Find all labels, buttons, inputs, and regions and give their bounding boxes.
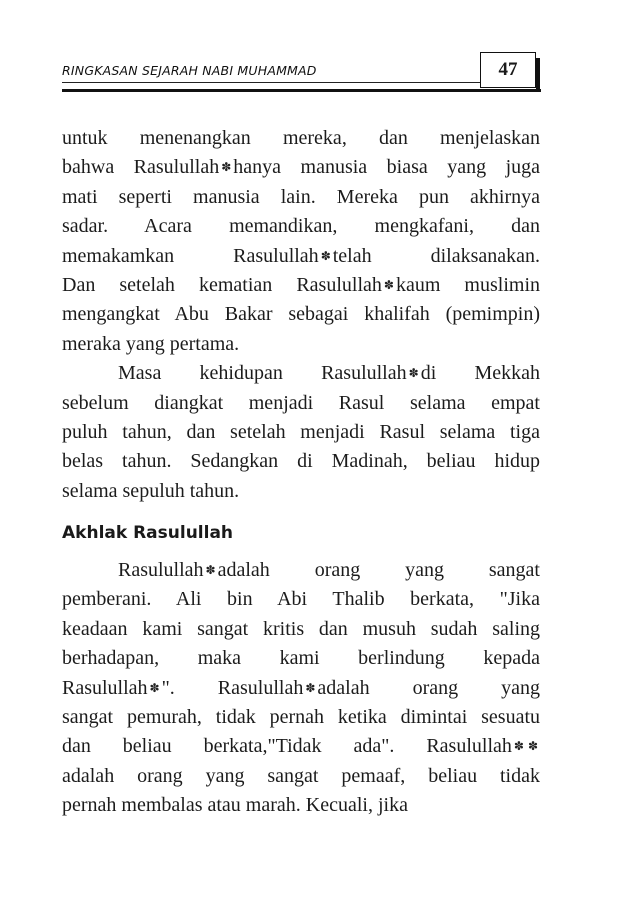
text-line bbox=[62, 330, 540, 359]
text-segment: mengangkat Abu Bakar sebagai khalifah (pemimpin) bbox=[62, 303, 540, 326]
text-segment: kaum muslimin bbox=[395, 273, 540, 296]
text-line bbox=[62, 732, 540, 761]
page-number: 47 bbox=[480, 52, 536, 88]
text-segment: berhadapan, maka kami berlindung kepada bbox=[62, 647, 540, 670]
text-segment: sebelum diangkat menjadi Rasul selama empat bbox=[62, 391, 540, 414]
text-line bbox=[62, 418, 540, 447]
paragraph-2 bbox=[62, 359, 540, 506]
text-segment: puluh tahun, dan setelah menjadi Rasul selama tiga bbox=[62, 420, 540, 443]
honorific-glyph-icon: ✽ bbox=[513, 739, 524, 754]
text-segment: untuk menenangkan mereka, dan menjelaskan bbox=[62, 127, 540, 149]
text-segment: di Mekkah bbox=[420, 362, 540, 385]
text-segment: sadar. Acara memandikan, mengkafani, dan bbox=[62, 215, 540, 238]
text-line bbox=[62, 585, 540, 614]
text-line bbox=[62, 703, 540, 732]
text-line bbox=[62, 300, 540, 329]
text-segment: adalah orang yang sangat bbox=[217, 559, 540, 582]
section-heading: Akhlak Rasulullah bbox=[62, 523, 234, 544]
body-text bbox=[62, 124, 540, 821]
text-segment: Rasulullah bbox=[62, 676, 148, 699]
text-segment: telah dilaksanakan. bbox=[332, 244, 540, 267]
honorific-glyph-icon: ✽ bbox=[305, 680, 316, 695]
text-segment: Rasulullah bbox=[118, 559, 204, 582]
text-line bbox=[62, 389, 540, 418]
header-rule-thin bbox=[62, 82, 480, 83]
text-segment: meraka yang pertama. bbox=[62, 332, 240, 355]
text-segment: bahwa Rasulullah bbox=[62, 156, 220, 179]
text-segment: pemberani. Ali bin Abi Thalib berkata, "Jika bbox=[62, 588, 540, 611]
text-line bbox=[62, 212, 540, 241]
text-segment: hanya manusia biasa yang juga bbox=[233, 156, 541, 179]
honorific-glyph-icon: ✽ bbox=[527, 739, 538, 754]
honorific-glyph-icon: ✽ bbox=[221, 160, 232, 175]
text-segment: mati seperti manusia lain. Mereka pun akhirnya bbox=[62, 185, 540, 208]
text-segment: selama sepuluh tahun. bbox=[62, 479, 240, 502]
text-segment: keadaan kami sangat kritis dan musuh sudah saling bbox=[62, 617, 540, 640]
text-line bbox=[62, 762, 540, 791]
text-segment: belas tahun. Sedangkan di Madinah, beliau hidup bbox=[62, 450, 540, 473]
text-segment: Masa kehidupan Rasulullah bbox=[118, 362, 407, 385]
honorific-glyph-icon: ✽ bbox=[149, 680, 160, 695]
text-segment: memakamkan Rasulullah bbox=[62, 244, 319, 267]
text-line bbox=[62, 615, 540, 644]
text-line bbox=[62, 183, 540, 212]
text-line bbox=[62, 359, 540, 388]
text-line bbox=[62, 242, 540, 271]
honorific-glyph-icon: ✽ bbox=[408, 366, 419, 381]
text-segment: pernah membalas atau marah. Kecuali, jika bbox=[62, 794, 408, 817]
text-segment: Dan setelah kematian Rasulullah bbox=[62, 273, 382, 296]
text-line bbox=[62, 477, 540, 506]
text-line bbox=[62, 153, 540, 182]
header-rule-thick bbox=[62, 89, 541, 92]
honorific-glyph-icon: ✽ bbox=[205, 563, 216, 578]
text-segment: ". Rasulullah bbox=[161, 676, 304, 699]
text-segment: sangat pemurah, tidak pernah ketika dimintai sesuatu bbox=[62, 706, 540, 729]
text-line bbox=[62, 791, 540, 820]
text-line bbox=[62, 271, 540, 300]
text-line bbox=[62, 644, 540, 673]
page-header bbox=[62, 52, 540, 94]
paragraph-3 bbox=[62, 556, 540, 821]
text-line bbox=[62, 674, 540, 703]
paragraph-1 bbox=[62, 124, 540, 359]
text-segment: adalah orang yang bbox=[317, 676, 540, 699]
text-line bbox=[62, 447, 540, 476]
text-segment: dan beliau berkata,"Tidak ada". Rasulullah bbox=[62, 735, 512, 758]
text-line bbox=[62, 556, 540, 585]
text-segment: adalah orang yang sangat pemaaf, beliau tidak bbox=[62, 764, 540, 787]
honorific-glyph-icon: ✽ bbox=[320, 248, 331, 263]
honorific-glyph-icon: ✽ bbox=[383, 277, 394, 292]
text-line bbox=[62, 124, 540, 153]
running-title: RINGKASAN SEJARAH NABI MUHAMMAD bbox=[62, 63, 317, 78]
